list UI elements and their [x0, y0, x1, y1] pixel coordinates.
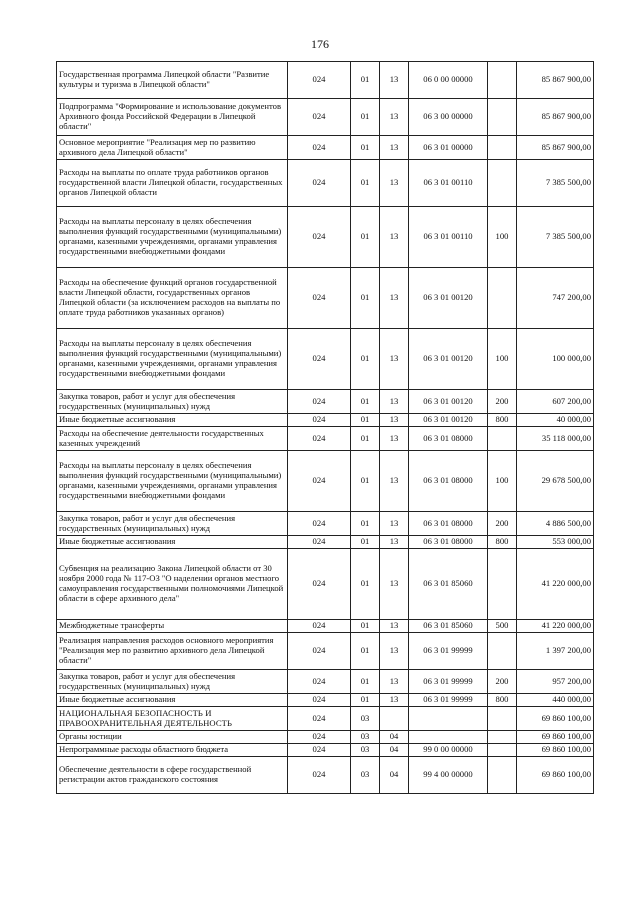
- row-amount: 41 220 000,00: [517, 549, 594, 620]
- row-section-code: 01: [351, 390, 380, 414]
- row-amount: 69 860 100,00: [517, 707, 594, 731]
- row-target-code: 06 3 01 00110: [409, 207, 488, 268]
- table-row: [57, 99, 594, 136]
- row-expense-type: [488, 160, 517, 207]
- table-row: [57, 160, 594, 207]
- row-admin-code: 024: [288, 207, 351, 268]
- row-section-code: 01: [351, 136, 380, 160]
- row-section-code: 03: [351, 757, 380, 794]
- row-subsection-code: 13: [380, 268, 409, 329]
- row-section-code: 01: [351, 633, 380, 670]
- row-amount: 607 200,00: [517, 390, 594, 414]
- row-subsection-code: 04: [380, 757, 409, 794]
- row-subsection-code: 13: [380, 451, 409, 512]
- row-section-code: 03: [351, 707, 380, 731]
- row-target-code: 06 3 01 08000: [409, 427, 488, 451]
- row-name: Закупка товаров, работ и услуг для обеспечения государственных (муниципальных) нужд: [57, 390, 288, 414]
- row-admin-code: 024: [288, 62, 351, 99]
- row-amount: 440 000,00: [517, 694, 594, 707]
- row-target-code: 99 0 00 00000: [409, 744, 488, 757]
- row-target-code: 06 3 01 99999: [409, 670, 488, 694]
- table-row: [57, 62, 594, 99]
- row-section-code: 01: [351, 670, 380, 694]
- row-target-code: [409, 731, 488, 744]
- table-row: [57, 670, 594, 694]
- row-admin-code: 024: [288, 536, 351, 549]
- row-target-code: 06 3 01 08000: [409, 512, 488, 536]
- row-subsection-code: 13: [380, 99, 409, 136]
- table-row: [57, 731, 594, 744]
- row-section-code: 01: [351, 99, 380, 136]
- row-expense-type: 200: [488, 670, 517, 694]
- row-name: Иные бюджетные ассигнования: [57, 414, 288, 427]
- row-amount: 100 000,00: [517, 329, 594, 390]
- row-amount: 7 385 500,00: [517, 207, 594, 268]
- row-name: Обеспечение деятельности в сфере государственной регистрации актов гражданского состояния: [57, 757, 288, 794]
- row-section-code: 01: [351, 427, 380, 451]
- row-section-code: 01: [351, 694, 380, 707]
- row-admin-code: 024: [288, 427, 351, 451]
- table-row: [57, 451, 594, 512]
- row-target-code: 06 3 01 08000: [409, 536, 488, 549]
- row-subsection-code: 13: [380, 536, 409, 549]
- row-section-code: 01: [351, 160, 380, 207]
- row-subsection-code: 13: [380, 136, 409, 160]
- table-row: [57, 744, 594, 757]
- row-admin-code: 024: [288, 512, 351, 536]
- page-number: 176: [311, 37, 329, 51]
- row-expense-type: [488, 62, 517, 99]
- row-expense-type: 200: [488, 512, 517, 536]
- row-section-code: 01: [351, 329, 380, 390]
- row-target-code: 06 0 00 00000: [409, 62, 488, 99]
- row-amount: 40 000,00: [517, 414, 594, 427]
- row-admin-code: 024: [288, 451, 351, 512]
- row-name: Государственная программа Липецкой области "Развитие культуры и туризма в Липецкой области": [57, 62, 288, 99]
- row-name: Расходы на обеспечение деятельности государственных казенных учреждений: [57, 427, 288, 451]
- row-target-code: 06 3 01 99999: [409, 694, 488, 707]
- row-name: Непрограммные расходы областного бюджета: [57, 744, 288, 757]
- row-amount: 69 860 100,00: [517, 757, 594, 794]
- row-expense-type: 800: [488, 694, 517, 707]
- row-section-code: 01: [351, 512, 380, 536]
- row-admin-code: 024: [288, 757, 351, 794]
- row-admin-code: 024: [288, 694, 351, 707]
- row-section-code: 01: [351, 207, 380, 268]
- row-expense-type: [488, 136, 517, 160]
- row-name: Подпрограмма "Формирование и использование документов Архивного фонда Российской Федерации в Липецкой области": [57, 99, 288, 136]
- row-section-code: 01: [351, 549, 380, 620]
- row-subsection-code: 13: [380, 549, 409, 620]
- row-target-code: 06 3 01 00000: [409, 136, 488, 160]
- table-row: [57, 633, 594, 670]
- row-admin-code: 024: [288, 731, 351, 744]
- row-name: Закупка товаров, работ и услуг для обеспечения государственных (муниципальных) нужд: [57, 670, 288, 694]
- row-section-code: 03: [351, 731, 380, 744]
- table-row: [57, 757, 594, 794]
- row-amount: 85 867 900,00: [517, 99, 594, 136]
- row-subsection-code: 13: [380, 633, 409, 670]
- row-subsection-code: 13: [380, 670, 409, 694]
- row-amount: 69 860 100,00: [517, 744, 594, 757]
- row-expense-type: [488, 731, 517, 744]
- row-amount: 4 886 500,00: [517, 512, 594, 536]
- row-name: Расходы на выплаты персоналу в целях обеспечения выполнения функций государственными (муниципальными) органами, казенными учреждениями, органами управления государственными внебюджетными фондами: [57, 207, 288, 268]
- row-section-code: 01: [351, 62, 380, 99]
- row-target-code: [409, 707, 488, 731]
- row-target-code: 06 3 01 08000: [409, 451, 488, 512]
- row-expense-type: 500: [488, 620, 517, 633]
- row-expense-type: [488, 268, 517, 329]
- row-section-code: 03: [351, 744, 380, 757]
- row-amount: 69 860 100,00: [517, 731, 594, 744]
- row-subsection-code: 13: [380, 512, 409, 536]
- row-expense-type: [488, 707, 517, 731]
- row-target-code: 06 3 00 00000: [409, 99, 488, 136]
- row-name: НАЦИОНАЛЬНАЯ БЕЗОПАСНОСТЬ И ПРАВООХРАНИТЕЛЬНАЯ ДЕЯТЕЛЬНОСТЬ: [57, 707, 288, 731]
- row-target-code: 06 3 01 00110: [409, 160, 488, 207]
- row-expense-type: [488, 427, 517, 451]
- row-subsection-code: 13: [380, 694, 409, 707]
- row-subsection-code: 13: [380, 427, 409, 451]
- table-row: [57, 329, 594, 390]
- row-section-code: 01: [351, 620, 380, 633]
- row-subsection-code: 13: [380, 390, 409, 414]
- row-expense-type: [488, 549, 517, 620]
- row-subsection-code: 13: [380, 62, 409, 99]
- row-name: Иные бюджетные ассигнования: [57, 536, 288, 549]
- row-admin-code: 024: [288, 268, 351, 329]
- table-row: [57, 427, 594, 451]
- row-name: Расходы на выплаты персоналу в целях обеспечения выполнения функций государственными (муниципальными) органами, казенными учреждениями, органами управления государственными внебюджетными фондами: [57, 329, 288, 390]
- row-admin-code: 024: [288, 744, 351, 757]
- row-admin-code: 024: [288, 160, 351, 207]
- budget-table: [56, 61, 594, 794]
- row-amount: 41 220 000,00: [517, 620, 594, 633]
- row-admin-code: 024: [288, 620, 351, 633]
- row-name: Органы юстиции: [57, 731, 288, 744]
- row-name: Реализация направления расходов основного мероприятия "Реализация мер по развитию архивного дела Липецкой области": [57, 633, 288, 670]
- row-target-code: 06 3 01 00120: [409, 414, 488, 427]
- row-expense-type: 100: [488, 451, 517, 512]
- row-expense-type: 100: [488, 329, 517, 390]
- table-row: [57, 268, 594, 329]
- row-expense-type: [488, 757, 517, 794]
- table-row: [57, 707, 594, 731]
- row-expense-type: 100: [488, 207, 517, 268]
- row-expense-type: 800: [488, 536, 517, 549]
- row-name: Расходы на выплаты персоналу в целях обеспечения выполнения функций государственными (муниципальными) органами, казенными учреждениями, органами управления государственными внебюджетными фондами: [57, 451, 288, 512]
- row-admin-code: 024: [288, 329, 351, 390]
- table-row: [57, 512, 594, 536]
- row-subsection-code: 13: [380, 329, 409, 390]
- row-subsection-code: 04: [380, 731, 409, 744]
- row-name: Основное мероприятие "Реализация мер по развитию архивного дела Липецкой области": [57, 136, 288, 160]
- row-section-code: 01: [351, 414, 380, 427]
- row-amount: 85 867 900,00: [517, 62, 594, 99]
- row-admin-code: 024: [288, 707, 351, 731]
- row-target-code: 06 3 01 00120: [409, 329, 488, 390]
- row-section-code: 01: [351, 451, 380, 512]
- table-row: [57, 414, 594, 427]
- row-section-code: 01: [351, 268, 380, 329]
- table-row: [57, 207, 594, 268]
- row-name: Субвенция на реализацию Закона Липецкой области от 30 ноября 2000 года № 117-ОЗ "О наделении органов местного самоуправления государственными полномочиями Липецкой области в сфере архивного дела": [57, 549, 288, 620]
- row-amount: 957 200,00: [517, 670, 594, 694]
- row-subsection-code: 13: [380, 414, 409, 427]
- table-row: [57, 536, 594, 549]
- row-expense-type: [488, 744, 517, 757]
- row-expense-type: [488, 633, 517, 670]
- row-section-code: 01: [351, 536, 380, 549]
- row-expense-type: 200: [488, 390, 517, 414]
- table-row: [57, 390, 594, 414]
- row-subsection-code: 13: [380, 160, 409, 207]
- row-subsection-code: 04: [380, 744, 409, 757]
- row-amount: 553 000,00: [517, 536, 594, 549]
- row-expense-type: 800: [488, 414, 517, 427]
- row-amount: 35 118 000,00: [517, 427, 594, 451]
- row-admin-code: 024: [288, 670, 351, 694]
- row-target-code: 99 4 00 00000: [409, 757, 488, 794]
- row-target-code: 06 3 01 00120: [409, 268, 488, 329]
- row-amount: 85 867 900,00: [517, 136, 594, 160]
- row-admin-code: 024: [288, 549, 351, 620]
- row-target-code: 06 3 01 00120: [409, 390, 488, 414]
- table-row: [57, 136, 594, 160]
- row-amount: 1 397 200,00: [517, 633, 594, 670]
- row-amount: 7 385 500,00: [517, 160, 594, 207]
- table-row: [57, 694, 594, 707]
- row-target-code: 06 3 01 85060: [409, 549, 488, 620]
- row-subsection-code: [380, 707, 409, 731]
- row-admin-code: 024: [288, 99, 351, 136]
- row-admin-code: 024: [288, 414, 351, 427]
- row-admin-code: 024: [288, 390, 351, 414]
- row-target-code: 06 3 01 99999: [409, 633, 488, 670]
- row-subsection-code: 13: [380, 207, 409, 268]
- table-row: [57, 549, 594, 620]
- row-name: Расходы на обеспечение функций органов государственной власти Липецкой области, государственных органов Липецкой области (за исключением расходов на выплаты по оплате труда работников указанных органов): [57, 268, 288, 329]
- row-expense-type: [488, 99, 517, 136]
- row-subsection-code: 13: [380, 620, 409, 633]
- row-name: Иные бюджетные ассигнования: [57, 694, 288, 707]
- table-row: [57, 620, 594, 633]
- row-amount: 29 678 500,00: [517, 451, 594, 512]
- row-admin-code: 024: [288, 136, 351, 160]
- row-name: Расходы на выплаты по оплате труда работников органов государственной власти Липецкой области, государственных органов Липецкой области: [57, 160, 288, 207]
- row-name: Закупка товаров, работ и услуг для обеспечения государственных (муниципальных) нужд: [57, 512, 288, 536]
- row-name: Межбюджетные трансферты: [57, 620, 288, 633]
- row-admin-code: 024: [288, 633, 351, 670]
- row-amount: 747 200,00: [517, 268, 594, 329]
- row-target-code: 06 3 01 85060: [409, 620, 488, 633]
